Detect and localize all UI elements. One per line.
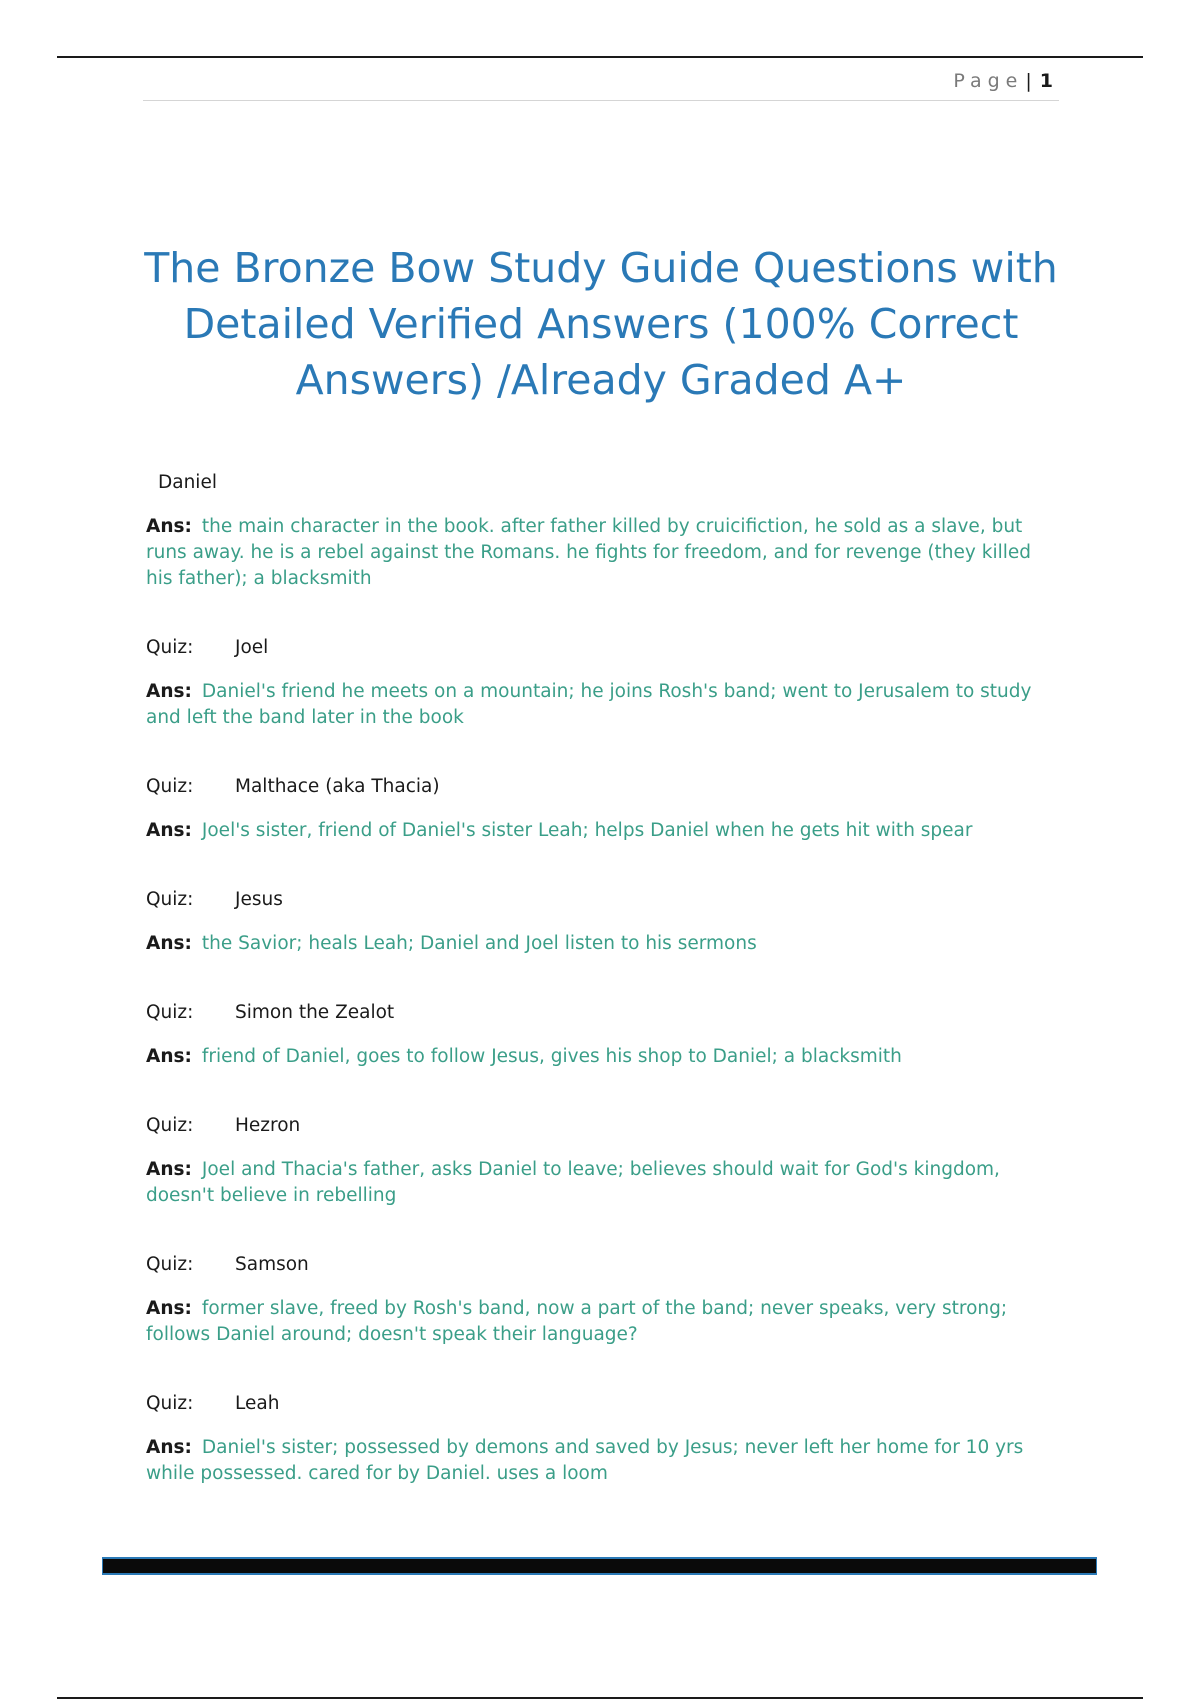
entry-question — [146, 1113, 1058, 1139]
bottom-rule — [57, 1697, 1143, 1699]
quiz-label: Quiz: — [146, 1393, 194, 1414]
answer-text: Joel and Thacia's father, asks Daniel to leave; believes should wait for God's kingdom, doesn't believe in rebelling — [146, 1159, 1000, 1206]
quiz-label: Quiz: — [146, 1254, 194, 1275]
entry-question — [146, 887, 1058, 913]
page-number-value: 1 — [1039, 70, 1053, 92]
entry-jesus — [146, 887, 1058, 957]
entry-answer — [146, 931, 1058, 957]
entry-answer — [146, 1044, 1058, 1070]
entry-answer — [146, 818, 1058, 844]
page-label: Page — [953, 70, 1024, 92]
entry-joel — [146, 635, 1058, 731]
entry-term: Malthace (aka Thacia) — [235, 776, 440, 797]
entry-malthace — [146, 774, 1058, 844]
entry-term: Hezron — [235, 1115, 301, 1136]
entry-hezron — [146, 1113, 1058, 1209]
entry-term: Leah — [235, 1393, 280, 1414]
answer-label: Ans: — [146, 1046, 192, 1067]
quiz-label: Quiz: — [146, 889, 194, 910]
answer-label: Ans: — [146, 1298, 192, 1319]
answer-label: Ans: — [146, 1159, 192, 1180]
entry-question — [146, 774, 1058, 800]
entry-term: Jesus — [235, 889, 283, 910]
answer-text: the main character in the book. after father killed by cruicifiction, he sold as a slave, but runs away. he is a rebel against the Romans. he fights for freedom, and for revenge (they killed his father); a blacksmith — [146, 516, 1031, 589]
entry-answer — [146, 514, 1058, 592]
quiz-label: Quiz: — [146, 1002, 194, 1023]
entry-term: Daniel — [158, 472, 217, 493]
page-separator: | — [1025, 70, 1032, 92]
entry-answer — [146, 679, 1058, 731]
entry-question — [146, 635, 1058, 661]
answer-text: friend of Daniel, goes to follow Jesus, gives his shop to Daniel; a blacksmith — [201, 1046, 902, 1067]
document-title: The Bronze Bow Study Guide Questions with Detailed Verified Answers (100% Correct Answers) /Already Graded A+ — [144, 244, 1058, 404]
entry-question — [146, 1000, 1058, 1026]
entry-term: Simon the Zealot — [235, 1002, 395, 1023]
entry-leah — [146, 1391, 1058, 1487]
answer-text: former slave, freed by Rosh's band, now a part of the band; never speaks, very strong; follows Daniel around; doesn't speak their language? — [146, 1298, 1008, 1345]
answer-text: Daniel's sister; possessed by demons and saved by Jesus; never left her home for 10 yrs while possessed. cared for by Daniel. uses a loom — [146, 1437, 1024, 1484]
top-rule — [57, 56, 1143, 58]
quiz-label: Quiz: — [146, 1115, 194, 1136]
entry-term: Joel — [235, 637, 269, 658]
entry-question — [146, 1252, 1058, 1278]
page-number — [953, 70, 1053, 92]
answer-text: Joel's sister, friend of Daniel's sister Leah; helps Daniel when he gets hit with spear — [201, 820, 973, 841]
answer-text: the Savior; heals Leah; Daniel and Joel listen to his sermons — [201, 933, 757, 954]
page-header — [143, 66, 1059, 101]
entry-answer — [146, 1157, 1058, 1209]
study-guide-content — [146, 470, 1058, 1487]
answer-label: Ans: — [146, 820, 192, 841]
answer-text: Daniel's friend he meets on a mountain; he joins Rosh's band; went to Jerusalem to study and left the band later in the book — [146, 681, 1032, 728]
footer-bar — [102, 1557, 1097, 1575]
quiz-label: Quiz: — [146, 637, 194, 658]
entry-question — [146, 1391, 1058, 1417]
entry-samson — [146, 1252, 1058, 1348]
answer-label: Ans: — [146, 516, 192, 537]
entry-term: Samson — [235, 1254, 309, 1275]
answer-label: Ans: — [146, 933, 192, 954]
answer-label: Ans: — [146, 1437, 192, 1458]
entry-answer — [146, 1296, 1058, 1348]
entry-simon — [146, 1000, 1058, 1070]
entry-answer — [146, 1435, 1058, 1487]
entry-daniel — [146, 470, 1058, 592]
quiz-label: Quiz: — [146, 776, 194, 797]
answer-label: Ans: — [146, 681, 192, 702]
